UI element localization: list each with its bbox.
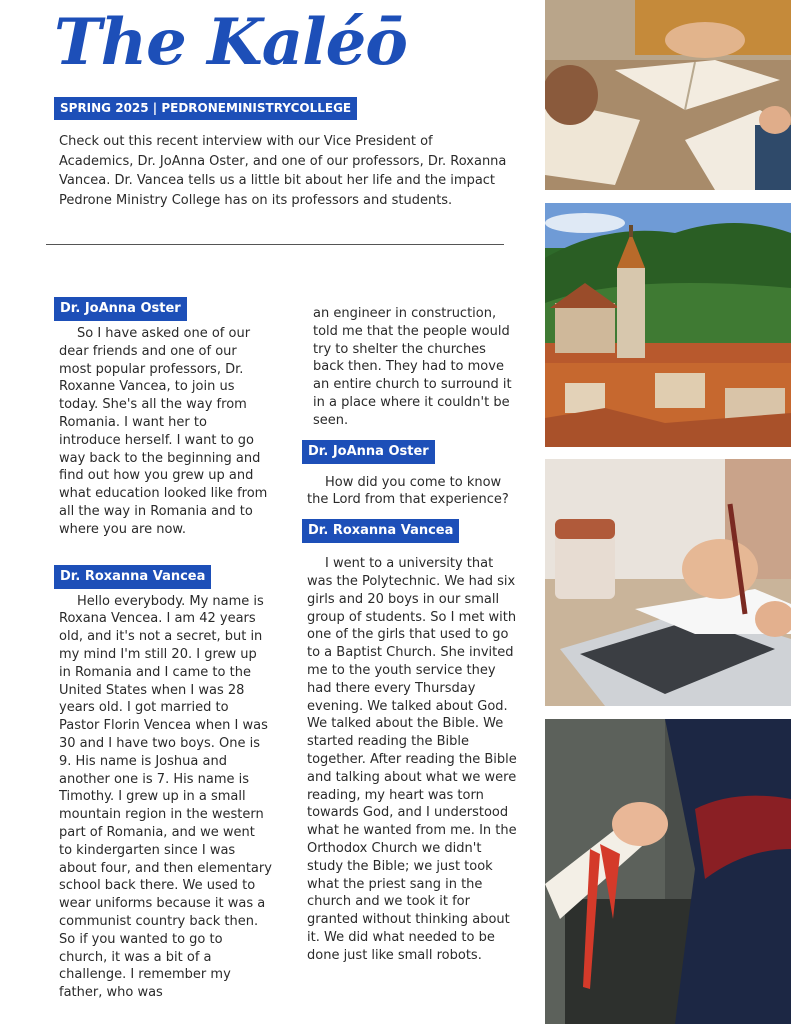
bible-study-photo bbox=[545, 0, 791, 190]
masthead-title: The Kaléō bbox=[54, 5, 407, 80]
interview-column-right bbox=[302, 305, 520, 965]
interview-paragraph: So I have asked one of our dear friends and one of our most popular professors, Dr. Roxanne Vancea, to join us today. She's all the way from Romania. I want her to introduce herself. I want to go way back to the beginning and find out how you grew up and what education looked like from all the way in Romania and to where you are now. bbox=[59, 326, 268, 537]
romanian-town-photo bbox=[545, 203, 791, 447]
section-divider bbox=[46, 244, 504, 245]
issue-bar: SPRING 2025 | PEDRONEMINISTRYCOLLEGE bbox=[54, 97, 357, 120]
photo-strip bbox=[545, 0, 791, 1024]
diploma-photo bbox=[545, 719, 791, 1024]
speaker-label: Dr. Roxanna Vancea bbox=[302, 519, 459, 543]
interview-paragraph: Hello everybody. My name is Roxana Vencea. I am 42 years old, and it's not a secret, but in my mind I'm still 20. I grew up in Romania and I came to the United States when I was 28 years old. I got married to Pastor Florin Vencea when I was 30 and I have two boys. One is 9. His name is Joshua and another one is 7. His name is Timothy. I grew up in a small mountain region in the western part of Romania, and we went to kindergarten since I was about four, and then elementary school back there. We used to wear uniforms because it was a communist country back then. So if you wanted to go to church, it was a bit of a challenge. I remember my father, who was bbox=[59, 593, 272, 1001]
interview-paragraph-continued: an engineer in construction, told me that the people would try to shelter the churches back then. They had to move an entire church to surround it in a place where it couldn't be seen. bbox=[313, 306, 512, 428]
speaker-label: Dr. JoAnna Oster bbox=[54, 297, 187, 321]
interview-paragraph: How did you come to know the Lord from that experience? bbox=[307, 474, 509, 508]
speaker-label: Dr. Roxanna Vancea bbox=[54, 565, 211, 589]
interview-column-left bbox=[54, 297, 272, 1002]
speaker-label: Dr. JoAnna Oster bbox=[302, 440, 435, 464]
interview-paragraph: I went to a university that was the Polytechnic. We had six girls and 20 boys in our small group of students. So I met with one of the girls that used to go to a Baptist Church. She invited me to the youth service they had there every Thursday evening. We talked about God. We talked about the Bible. We started reading the Bible together. After reading the Bible and talking about what we were reading, my heart was torn towards God, and I understood what he wanted from me. In the Orthodox Church we didn't study the Bible; we just took what the priest sang in the church and we took it for granted without thinking about it. We did what needed to be done just like small robots. bbox=[307, 556, 517, 963]
laptop-notes-photo bbox=[545, 459, 791, 706]
intro-paragraph: Check out this recent interview with our Vice President of Academics, Dr. JoAnna Oster, and one of our professors, Dr. Roxanna Vancea. Dr. Vancea tells us a little bit about her life and the impact Pedrone Ministry College has on its professors and students. bbox=[59, 134, 507, 208]
